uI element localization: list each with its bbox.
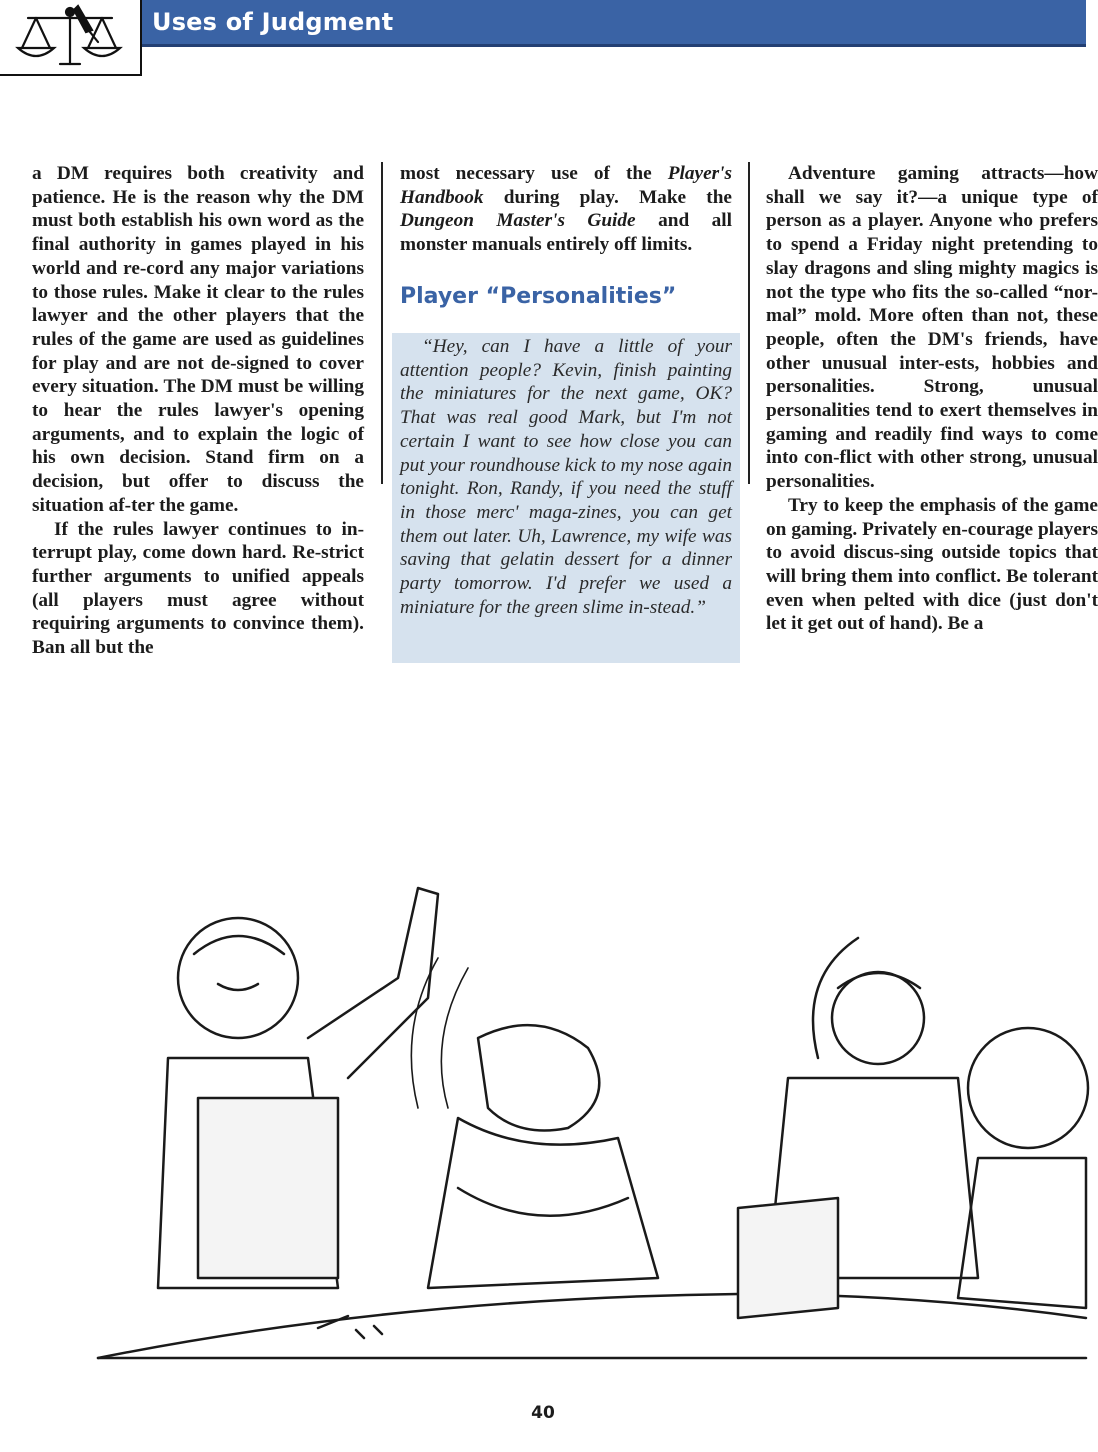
column-divider: [381, 162, 383, 484]
page-number: 40: [531, 1403, 555, 1423]
book-title: Dungeon Master's Guide: [400, 210, 636, 232]
column-2: [400, 162, 732, 257]
body-paragraph: If the rules lawyer continues to in-terrupt play, come down hard. Re-strict further arguments to unified appeals (all players must agree without requiring arguments to convince them). Ban all but the: [32, 518, 364, 659]
quote-sidebar: [392, 333, 740, 663]
column-1: [32, 162, 364, 660]
logo-box: [0, 0, 142, 76]
body-paragraph: [400, 162, 732, 257]
header-band: [0, 0, 1086, 47]
text-run: most necessary use of the: [400, 163, 668, 184]
text-run: and all monster manuals entirely off limits.: [400, 210, 732, 256]
page-header-title: Uses of Judgment: [152, 8, 394, 36]
gaming-table-illustration: [98, 858, 1086, 1368]
scales-of-justice-icon: [10, 2, 130, 70]
sidebar-quote: “Hey, can I have a little of your attention people? Kevin, finish painting the miniatures for the next game, OK? That was real good Mark, but I'm not certain I want to see how close you can put your roundhouse kick to my nose again tonight. Ron, Randy, if you need the stuff in those merc' maga-zines, you can get them out later. Uh, Lawrence, my wife was saving that gelatin dessert for a dinner party tomorrow. I'd prefer we used a miniature for the green slime in-stead.”: [400, 336, 732, 618]
column-divider: [748, 162, 750, 484]
book-title: Player's Handbook: [400, 163, 732, 208]
body-paragraph: a DM requires both creativity and patience. He is the reason why the DM must both establish his own word as the final authority in games played in his world and re-cord any major variations to those rules. Make it clear to the rules lawyer and the other players that the rules of the game are used as guidelines for play and are not de-signed to cover every situation. The DM must be willing to hear the rules lawyer's opening arguments, and to explain the logic of his own decision. Stand firm on a decision, but offer to discuss the situation af-ter the game.: [32, 163, 364, 516]
section-heading: Player “Personalities”: [400, 284, 677, 309]
body-paragraph: Try to keep the emphasis of the game on gaming. Privately en-courage players to avoid discus-sing outside topics that will bring them into conflict. Be tolerant even when pelted with dice (just don't let it get out of hand). Be a: [766, 494, 1098, 635]
column-3: [766, 162, 1098, 635]
text-run: during play. Make the: [483, 186, 732, 208]
body-paragraph: Adventure gaming attracts—how shall we say it?—a unique type of person as a player. Anyone who prefers to spend a Friday night pretending to slay dragons and sling mighty magics is not the type who fits the so-called “nor-mal” mold. More often than not, these people, often the DM's friends, have other unusual inter-ests, hobbies and personalities. Strong, unusual personalities tend to exert themselves in gaming and readily find ways to come into con-flict with other strong, unusual personalities.: [766, 163, 1098, 493]
